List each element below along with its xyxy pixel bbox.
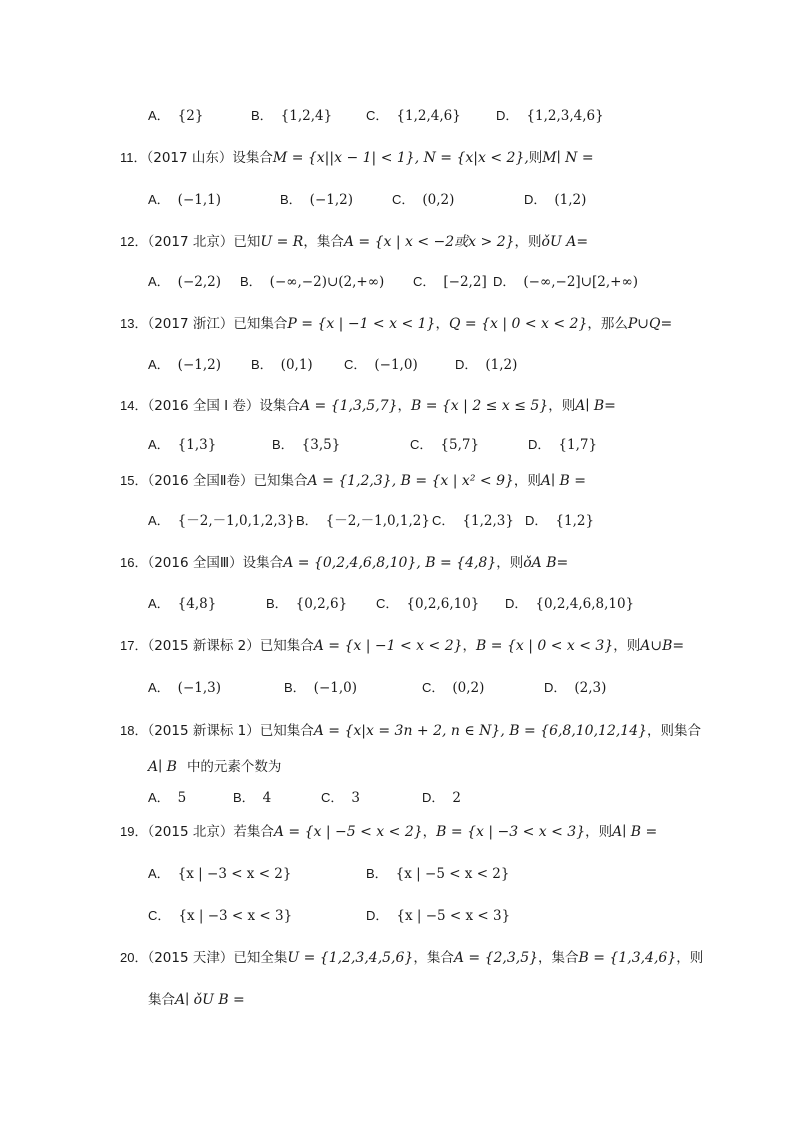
- q11-option-c: C． (0,2): [392, 192, 455, 208]
- q14-option-a: A． {1,3}: [148, 437, 217, 453]
- q13-option-b: B． (0,1): [251, 357, 313, 373]
- q16-option-b: B． {0,2,6}: [266, 596, 348, 612]
- q15-option-a: A． {－2,－1,0,1,2,3}: [148, 513, 295, 529]
- q19-option-d: D． {x | −5 < x < 3}: [366, 908, 511, 924]
- q12-option-d: D． (−∞,−2]∪[2,+∞): [493, 274, 638, 290]
- q11-option-a: A． (−1,1): [148, 192, 221, 208]
- q10-option-a: A． {2}: [148, 108, 204, 124]
- q18-option-b: B． 4: [233, 790, 272, 806]
- q14-option-c: C． {5,7}: [410, 437, 480, 453]
- q18-option-a: A． 5: [148, 790, 187, 806]
- q19-option-a: A． {x | −3 < x < 2}: [148, 866, 292, 882]
- q10-option-b: B． {1,2,4}: [251, 108, 333, 124]
- q17-option-b: B． (−1,0): [284, 680, 357, 696]
- question-20-continued: 集合A∣ ǒU B =: [148, 992, 245, 1008]
- question-20: 20．（2015 天津）已知全集U = {1,2,3,4,5,6}，集合A = {2,3,5}，集合B = {1,3,4,6}，则: [120, 950, 704, 966]
- q17-option-a: A． (−1,3): [148, 680, 221, 696]
- q11-option-d: D． (1,2): [524, 192, 587, 208]
- q19-option-b: B． {x | −5 < x < 2}: [366, 866, 510, 882]
- question-16: 16．（2016 全国Ⅲ）设集合A = {0,2,4,6,8,10}, B = {4,8}，则ǒA B=: [120, 555, 569, 571]
- q12-option-a: A． (−2,2): [148, 274, 221, 290]
- q16-option-a: A． {4,8}: [148, 596, 217, 612]
- q15-option-b: B． {－2,－1,0,1,2}: [296, 513, 430, 529]
- question-18: 18．（2015 新课标 1）已知集合A = {x|x = 3n + 2, n ∈ N}, B = {6,8,10,12,14}，则集合: [120, 723, 702, 739]
- q15-option-c: C． {1,2,3}: [432, 513, 514, 529]
- question-15: 15．（2016 全国Ⅱ卷）已知集合A = {1,2,3}, B = {x | x² < 9}，则A∣ B =: [120, 473, 586, 489]
- q10-option-d: D． {1,2,3,4,6}: [496, 108, 604, 124]
- q17-option-d: D． (2,3): [544, 680, 607, 696]
- q14-option-d: D． {1,7}: [528, 437, 598, 453]
- q12-option-c: C． [−2,2]: [413, 274, 487, 290]
- q15-option-d: D． {1,2}: [525, 513, 595, 529]
- question-18-continued: A∣ B 中的元素个数为: [148, 759, 282, 775]
- q13-option-d: D． (1,2): [455, 357, 518, 373]
- q13-option-c: C． (−1,0): [344, 357, 418, 373]
- q16-option-c: C． {0,2,6,10}: [376, 596, 480, 612]
- q14-option-b: B． {3,5}: [272, 437, 341, 453]
- question-11: 11．（2017 山东）设集合M = {x||x − 1| < 1}, N = {x|x < 2},则M∣ N =: [120, 150, 594, 166]
- question-12: 12．（2017 北京）已知U = R，集合A = {x | x < −2或x > 2}，则ǒU A=: [120, 234, 589, 250]
- question-17: 17．（2015 新课标 2）已知集合A = {x | −1 < x < 2}，B = {x | 0 < x < 3}，则A∪B=: [120, 638, 685, 654]
- q12-option-b: B． (−∞,−2)∪(2,+∞): [240, 274, 385, 290]
- q17-option-c: C． (0,2): [422, 680, 485, 696]
- question-19: 19．（2015 北京）若集合A = {x | −5 < x < 2}，B = {x | −3 < x < 3}，则A∣ B =: [120, 824, 658, 840]
- q13-option-a: A． (−1,2): [148, 357, 221, 373]
- q10-option-c: C． {1,2,4,6}: [366, 108, 461, 124]
- question-14: 14．（2016 全国 I 卷）设集合A = {1,3,5,7}，B = {x | 2 ≤ x ≤ 5}，则A∣ B=: [120, 398, 616, 414]
- q18-option-c: C． 3: [321, 790, 360, 806]
- q18-option-d: D． 2: [422, 790, 461, 806]
- q19-option-c: C． {x | −3 < x < 3}: [148, 908, 293, 924]
- question-13: 13．（2017 浙江）已知集合P = {x | −1 < x < 1}，Q = {x | 0 < x < 2}，那么P∪Q=: [120, 316, 673, 332]
- q11-option-b: B． (−1,2): [280, 192, 353, 208]
- q16-option-d: D． {0,2,4,6,8,10}: [505, 596, 635, 612]
